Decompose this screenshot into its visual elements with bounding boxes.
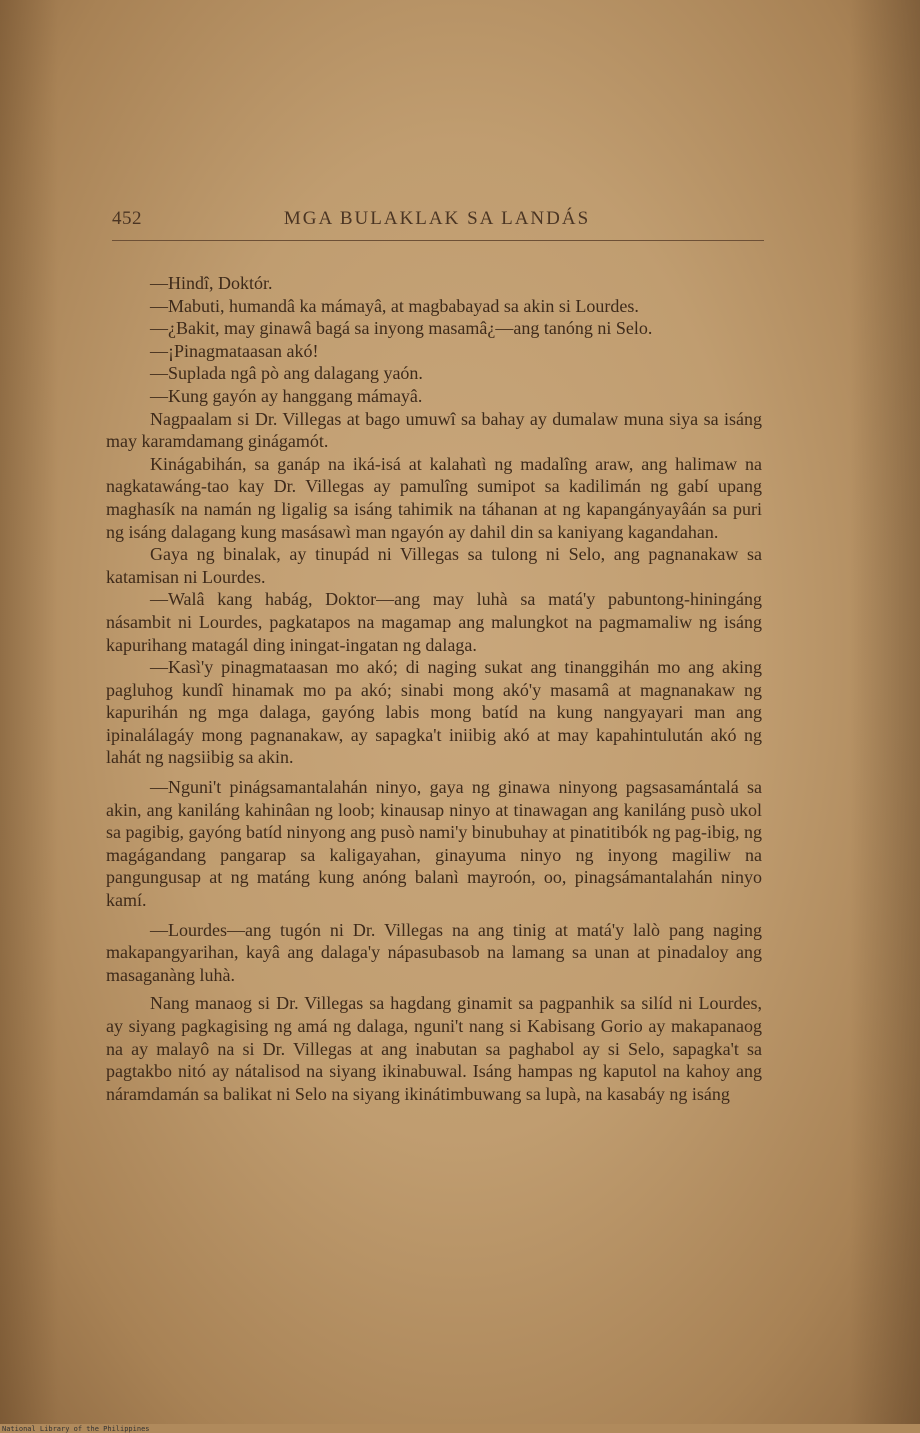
paragraph: Nang manaog si Dr. Villegas sa hagdang ginamit sa pagpanhik sa silíd ni Lourdes, ay siyang pagkagising ng amá ng dalaga, nguni't nang si Kabisang Gorio ay makapanaog na ay malayô na si Dr. Villegas at ang inabutan sa paghabol ay si Selo, sapagka't sa pagtakbo nitó ay nátalisod na siyang ikinabuwal. Isáng hampas ng kaputol na kahoy ang náramdamán sa balikat ni Selo na siyang ikinátimbuwang sa lupà, na kasabáy ng isáng xyxy=(106,993,762,1104)
paragraph: —¿Bakit, may ginawâ bagá sa inyong masamâ¿—ang tanóng ni Selo. xyxy=(150,318,653,339)
paragraph: —Suplada ngâ pò ang dalagang yaón. xyxy=(150,363,423,384)
paragraph: Nagpaalam si Dr. Villegas at bago umuwî sa bahay ay dumalaw muna siya sa isáng may karamdamang ginágamót. xyxy=(106,408,762,452)
paragraph: —Nguni't pinágsamantalahán ninyo, gaya ng ginawa ninyong pagsasamántalá sa akin, ang kaniláng kahinâan ng loob; kinausap ninyo at tinawagan ang kaniláng pusò ukol sa pagibig, gayóng batíd ninyong ang pusò nami'y binubuhay at pinatitibók ng pag-ibig, ng magágandang pangarap sa kaligayahan, ginayuma ninyo ng inyong magiliw na pangungusap at ng matáng kung anóng balanì mayroón, oo, pinagsámantalahán ninyo kamí. xyxy=(106,777,762,911)
paragraph: —Kasì'y pinagmataasan mo akó; di naging sukat ang tinanggihán mo ang aking pagluhog kundî hinamak mo pa akó; sinabi mong akó'y masamâ at magnanakaw ng kapurihán ng mga dalaga, gayóng labis mong batíd na kung nangyayari man ang ipinalálagáy mong pagnanakaw, ay sapagka't iniibig akó at may kapahintulután akó ng lahát ng nagsiibig sa akin. xyxy=(106,657,762,768)
paragraph: Kinágabihán, sa ganáp na iká-isá at kalahatì ng madalîng araw, ang halimaw na nagkatawáng-tao kay Dr. Villegas ay pamulîng sumipot sa kadilimán ng gabí upang maghasík na namán ng ligalig sa isáng tahimik na táhanan at ng kapangányayâán sa puri ng isáng dalagang kung masásawì man ngayón ay dahil din sa kaniyang kagandahan. xyxy=(106,453,762,542)
paragraph: —Mabuti, humandâ ka mámayâ, at magbabayad sa akin si Lourdes. xyxy=(150,295,639,316)
paragraph: —Walâ kang habág, Doktor—ang may luhà sa matá'y pabuntong-hiningáng násambit ni Lourdes, pagkatapos na magamap ang malungkot na pagmamaliw ng isáng kapurihang matagál ding iningat-ingatan ng dalaga. xyxy=(106,589,762,655)
paragraph: —¡Pinagmataasan akó! xyxy=(150,340,319,361)
running-title: MGA BULAKLAK SA LANDÁS xyxy=(283,208,591,229)
paragraph: —Lourdes—ang tugón ni Dr. Villegas na ang tinig at matá'y lalò pang naging makapangyarihan, kayâ ang dalaga'y nápasubasob na lamang sa unan at pinadaloy ang masaganàng luhà. xyxy=(106,919,762,985)
library-credit: National Library of the Philippines xyxy=(2,1425,150,1433)
page-number: 452 xyxy=(112,208,142,229)
body-text xyxy=(106,272,762,1105)
paragraph: —Kung gayón ay hanggang mámayâ. xyxy=(150,385,423,406)
paragraph: —Hindî, Doktór. xyxy=(150,273,273,293)
header-rule xyxy=(112,240,764,241)
paragraph: Gaya ng binalak, ay tinupád ni Villegas sa tulong ni Selo, ang pagnanakaw sa katamisan ni Lourdes. xyxy=(106,544,762,587)
page-header xyxy=(112,208,762,238)
